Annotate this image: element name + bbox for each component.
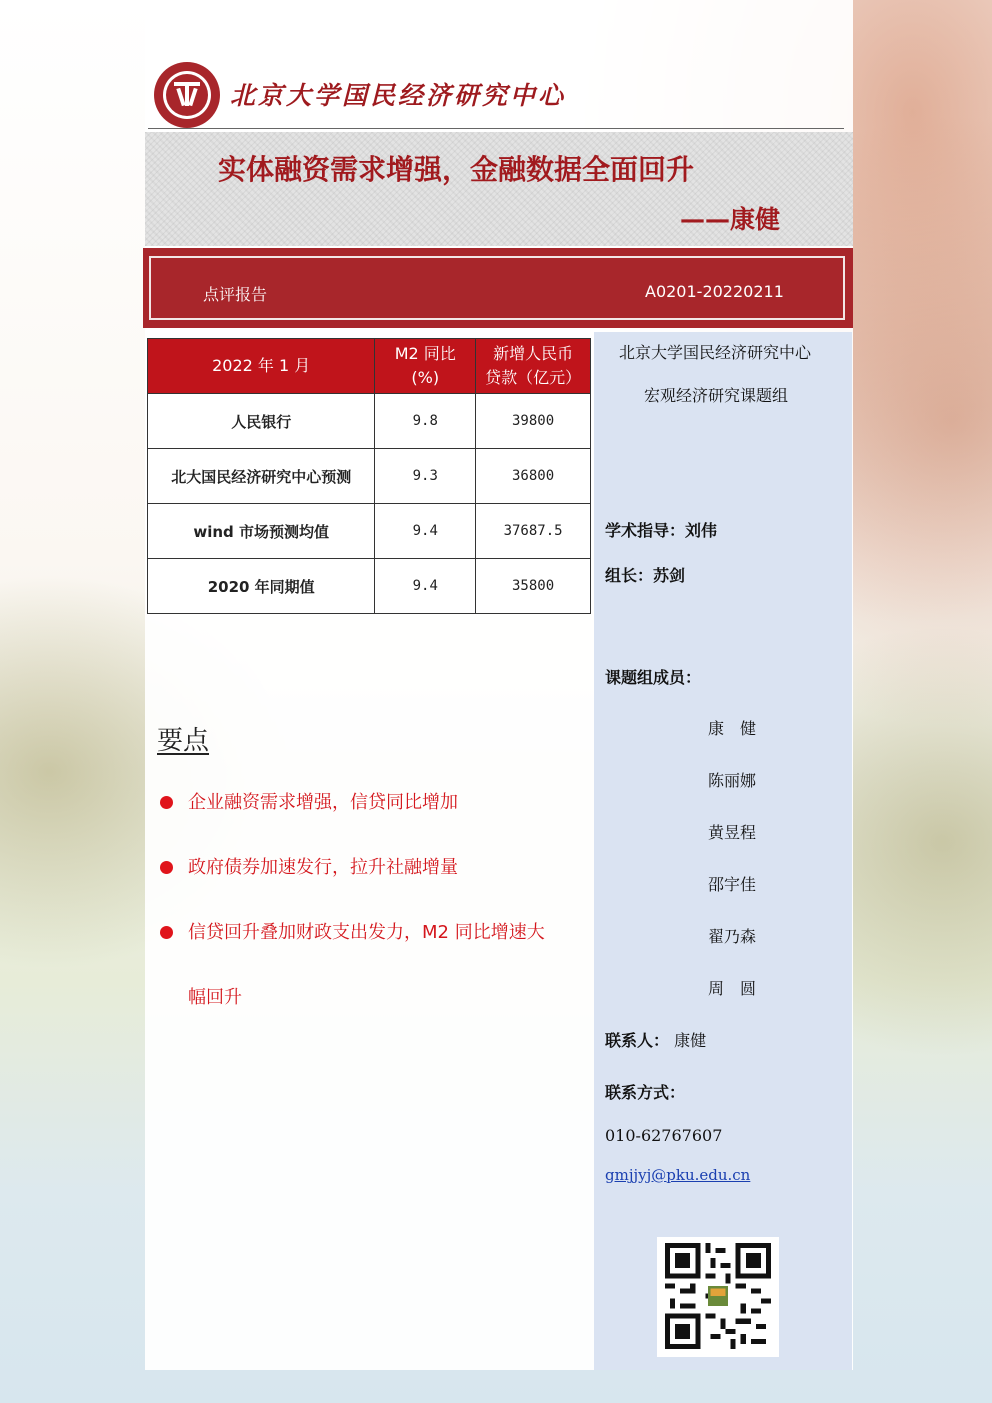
sidebar-group: 宏观经济研究课题组 — [644, 386, 789, 405]
m2-value: 9.4 — [375, 559, 476, 614]
contact-method-label: 联系方式： — [605, 1083, 686, 1102]
loan-value: 39800 — [476, 394, 591, 449]
report-type: 点评报告 — [203, 285, 268, 304]
list-item-continuation — [157, 965, 587, 1030]
sidebar-advisor: 学术指导：刘伟 — [605, 521, 718, 540]
institute-name: 北京大学国民经济研究中心 — [230, 81, 567, 110]
member-name: 邵宇佳 — [708, 875, 757, 894]
list-item — [157, 900, 587, 965]
m2-value: 9.4 — [375, 504, 476, 559]
list-item — [157, 770, 587, 835]
header-loan — [476, 339, 591, 394]
member-name: 康 健 — [708, 719, 757, 738]
peking-university-logo — [152, 60, 222, 130]
table-row — [148, 559, 591, 614]
row-label: 2020 年同期值 — [148, 559, 375, 614]
header-loan-line1: 新增人民币 — [493, 344, 574, 363]
sidebar — [594, 332, 852, 1370]
bullet-icon — [160, 796, 173, 809]
loan-value: 35800 — [476, 559, 591, 614]
row-label: 北大国民经济研究中心预测 — [148, 449, 375, 504]
contact-name: 康健 — [674, 1031, 707, 1050]
table-header-row — [148, 339, 591, 394]
key-point-text: 信贷回升叠加财政支出发力，M2 同比增速大 — [188, 922, 545, 943]
report-author: ——康健 — [680, 205, 781, 234]
member-name: 黄昱程 — [708, 823, 757, 842]
forecast-table — [147, 338, 591, 614]
m2-value: 9.8 — [375, 394, 476, 449]
key-point-text: 幅回升 — [188, 987, 242, 1008]
sidebar-members-label: 课题组成员： — [605, 668, 702, 687]
header-loan-line2: 贷款（亿元） — [485, 368, 582, 387]
sidebar-org: 北京大学国民经济研究中心 — [619, 343, 812, 362]
loan-value: 36800 — [476, 449, 591, 504]
bullet-icon — [160, 926, 173, 939]
report-title: 实体融资需求增强，金融数据全面回升 — [218, 153, 695, 186]
qr-code[interactable] — [657, 1237, 779, 1357]
report-info-band — [143, 248, 853, 328]
table-row — [148, 394, 591, 449]
header-period: 2022 年 1 月 — [148, 339, 375, 394]
loan-value: 37687.5 — [476, 504, 591, 559]
key-points-title: 要点 — [157, 726, 210, 756]
key-point-text: 政府债券加速发行，拉升社融增量 — [188, 857, 458, 878]
key-point-text: 企业融资需求增强，信贷同比增加 — [188, 792, 458, 813]
contact-phone: 010-62767607 — [605, 1126, 723, 1145]
bullet-icon — [160, 861, 173, 874]
sidebar-contact — [605, 1028, 706, 1051]
header-m2 — [375, 339, 476, 394]
member-name: 翟乃森 — [708, 927, 757, 946]
member-name: 陈丽娜 — [708, 771, 757, 790]
key-points-list — [157, 770, 587, 1030]
m2-value: 9.3 — [375, 449, 476, 504]
sidebar-leader: 组长：苏剑 — [605, 566, 686, 585]
header-m2-line2: (%) — [411, 368, 440, 387]
row-label: wind 市场预测均值 — [148, 504, 375, 559]
report-info-frame — [149, 256, 845, 320]
member-name: 周 圆 — [708, 979, 757, 998]
row-label: 人民银行 — [148, 394, 375, 449]
report-code: A0201-20220211 — [645, 282, 784, 301]
contact-email-link[interactable]: gmjjyj@pku.edu.cn — [605, 1166, 751, 1184]
table-row — [148, 449, 591, 504]
contact-label: 联系人： — [605, 1031, 670, 1050]
header-m2-line1: M2 同比 — [394, 344, 456, 363]
table-row — [148, 504, 591, 559]
list-item — [157, 835, 587, 900]
header-divider — [148, 128, 844, 129]
